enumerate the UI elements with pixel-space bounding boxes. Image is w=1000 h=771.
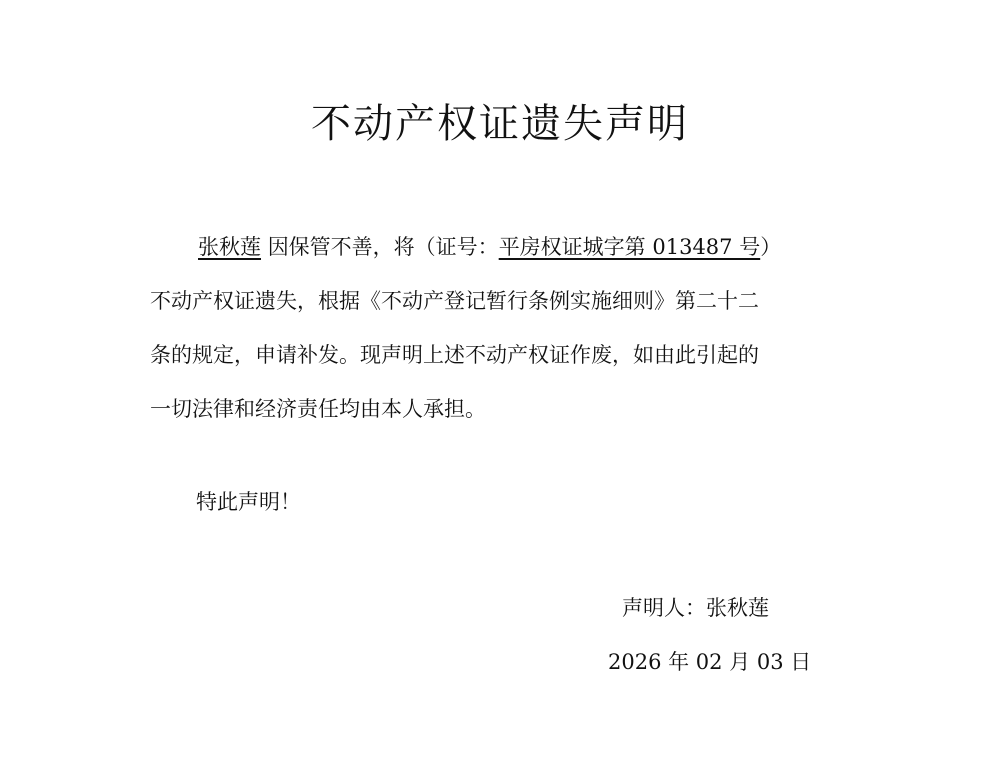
paragraph-text-1b: ）: [760, 235, 782, 259]
document-title: 不动产权证遗失声明: [311, 101, 689, 147]
paragraph-line-3: 条的规定，申请补发。现声明上述不动产权证作废，如由此引起的: [150, 343, 759, 367]
closing-statement: 特此声明！: [196, 490, 301, 514]
signature-line: [622, 588, 769, 628]
declaration-date: 2026 年 02 月 03 日: [608, 650, 812, 674]
paragraph-text-1: 因保管不善，将（证号：: [267, 235, 499, 259]
declarant-name-underlined: 张秋莲: [198, 235, 261, 259]
paragraph-line-4: 一切法律和经济责任均由本人承担。: [150, 397, 486, 421]
signature-label: 声明人：: [622, 596, 706, 620]
signature-name: 张秋莲: [706, 596, 769, 620]
certificate-number-underlined: 平房权证城字第 013487 号: [498, 235, 761, 259]
paragraph-line-2: 不动产权证遗失，根据《不动产登记暂行条例实施细则》第二十二: [150, 289, 759, 313]
paragraph-line-1: [150, 220, 870, 274]
declaration-paragraph: [150, 220, 870, 436]
